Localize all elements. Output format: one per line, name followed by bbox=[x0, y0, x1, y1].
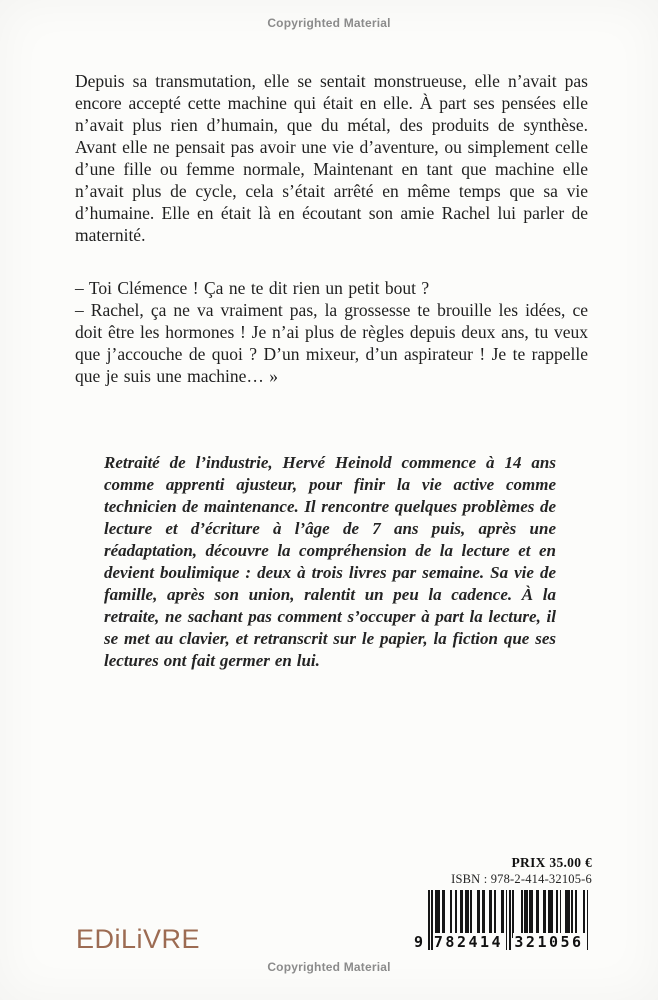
barcode-left-digits: 782414 bbox=[433, 933, 504, 951]
price-isbn-block bbox=[451, 855, 592, 887]
barcode-lead-digit: 9 bbox=[413, 933, 424, 951]
dialogue-line-1: – Toi Clémence ! Ça ne te dit rien un petit bout ? bbox=[75, 278, 430, 298]
publisher-logo: EDiLiVRE bbox=[76, 924, 201, 954]
isbn-label: ISBN : 978-2-414-32105-6 bbox=[451, 872, 592, 886]
copyright-watermark-top: Copyrighted Material bbox=[267, 16, 391, 30]
synopsis-paragraph: Depuis sa transmutation, elle se sentait monstrueuse, elle n’avait pas encore accepté cette machine qui était en elle. À part ses pensées elle n’avait plus rien d’humain, que du métal, des produits de synthèse. Avant elle ne pensait pas avoir une vie d’aventure, ou simplement celle d’une fille ou femme normale, Maintenant en tant que machine elle n’avait plus de cycle, cela s’était arrêté en même temps que sa vie d’humaine. Elle en était là en écoutant son amie Rachel lui parler de maternité. bbox=[75, 71, 588, 245]
dialogue-line-2: – Rachel, ça ne va vraiment pas, la grossesse te brouille les idées, ce doit être les hormones ! Je n’ai plus de règles depuis deux ans, tu veux que j’accouche de quoi ? D’un mixeur, d’un aspirateur ! Je te rappelle que je suis une machine… » bbox=[75, 300, 588, 386]
copyright-watermark-bottom: Copyrighted Material bbox=[267, 960, 391, 974]
ean13-barcode bbox=[413, 890, 590, 954]
synopsis-block bbox=[75, 70, 588, 387]
barcode-right-digits: 321056 bbox=[514, 933, 584, 951]
price-label: PRIX 35.00 € bbox=[511, 855, 592, 870]
author-bio: Retraité de l’industrie, Hervé Heinold commence à 14 ans comme apprenti ajusteur, pour finir la vie active comme technicien de maintenance. Il rencontre quelques problèmes de lecture et d’écriture à l’âge de 7 ans puis, après une réadaptation, découvre la compréhension de la lecture et en devient boulimique : deux à trois livres par semaine. Sa vie de famille, après son union, ralentit un peu la cadence. À la retraite, ne sachant pas comment s’occuper à part la lecture, il se met au clavier, et retranscrit sur le papier, la fiction que ses lectures ont fait germer en lui. bbox=[104, 453, 556, 670]
